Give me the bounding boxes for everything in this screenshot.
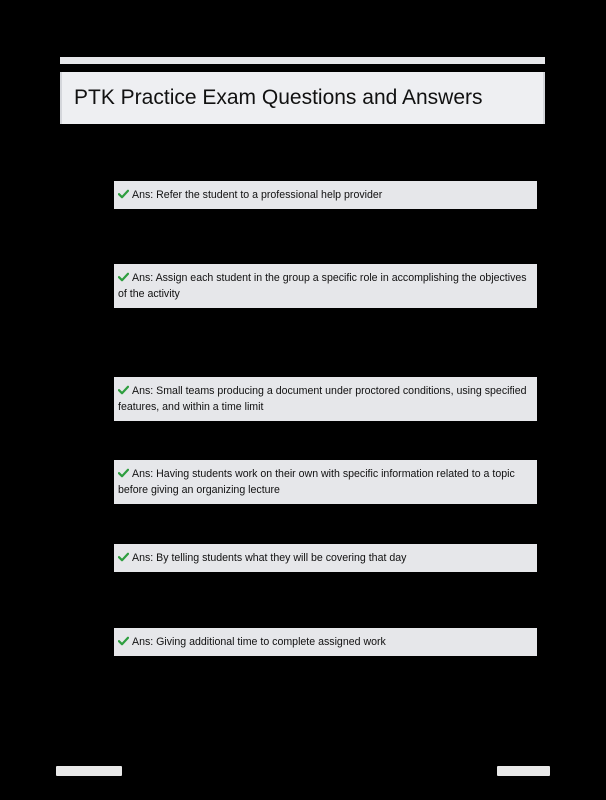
answer-prefix: Ans: xyxy=(132,468,154,480)
answer-prefix: Ans: xyxy=(132,189,154,201)
answer-box-3 xyxy=(114,377,537,421)
footer-source-text-redacted xyxy=(56,766,122,776)
top-divider xyxy=(60,57,545,64)
answer-prefix: Ans: xyxy=(132,636,154,648)
answer-box-2 xyxy=(114,264,537,308)
check-icon xyxy=(118,385,129,395)
title-box xyxy=(60,72,545,124)
answer-box-6 xyxy=(114,628,537,656)
answer-box-5 xyxy=(114,544,537,572)
footer-page-number-redacted xyxy=(497,766,550,776)
check-icon xyxy=(118,272,129,282)
answer-text: Giving additional time to complete assigned work xyxy=(156,636,386,648)
check-icon xyxy=(118,552,129,562)
answer-text: Having students work on their own with specific information related to a topic before giving an organizing lecture xyxy=(118,468,515,496)
answer-text: Small teams producing a document under proctored conditions, using specified features, and within a time limit xyxy=(118,385,527,413)
answer-prefix: Ans: xyxy=(132,385,154,397)
answer-prefix: Ans: xyxy=(132,272,154,284)
answer-prefix: Ans: xyxy=(132,552,154,564)
check-icon xyxy=(118,189,129,199)
check-icon xyxy=(118,636,129,646)
answer-text: Assign each student in the group a specific role in accomplishing the objectives of the activity xyxy=(118,272,527,300)
answer-text: Refer the student to a professional help provider xyxy=(156,189,383,201)
page-title: PTK Practice Exam Questions and Answers xyxy=(74,86,483,109)
answer-text: By telling students what they will be covering that day xyxy=(156,552,407,564)
check-icon xyxy=(118,468,129,478)
answer-box-1 xyxy=(114,181,537,209)
answer-box-4 xyxy=(114,460,537,504)
